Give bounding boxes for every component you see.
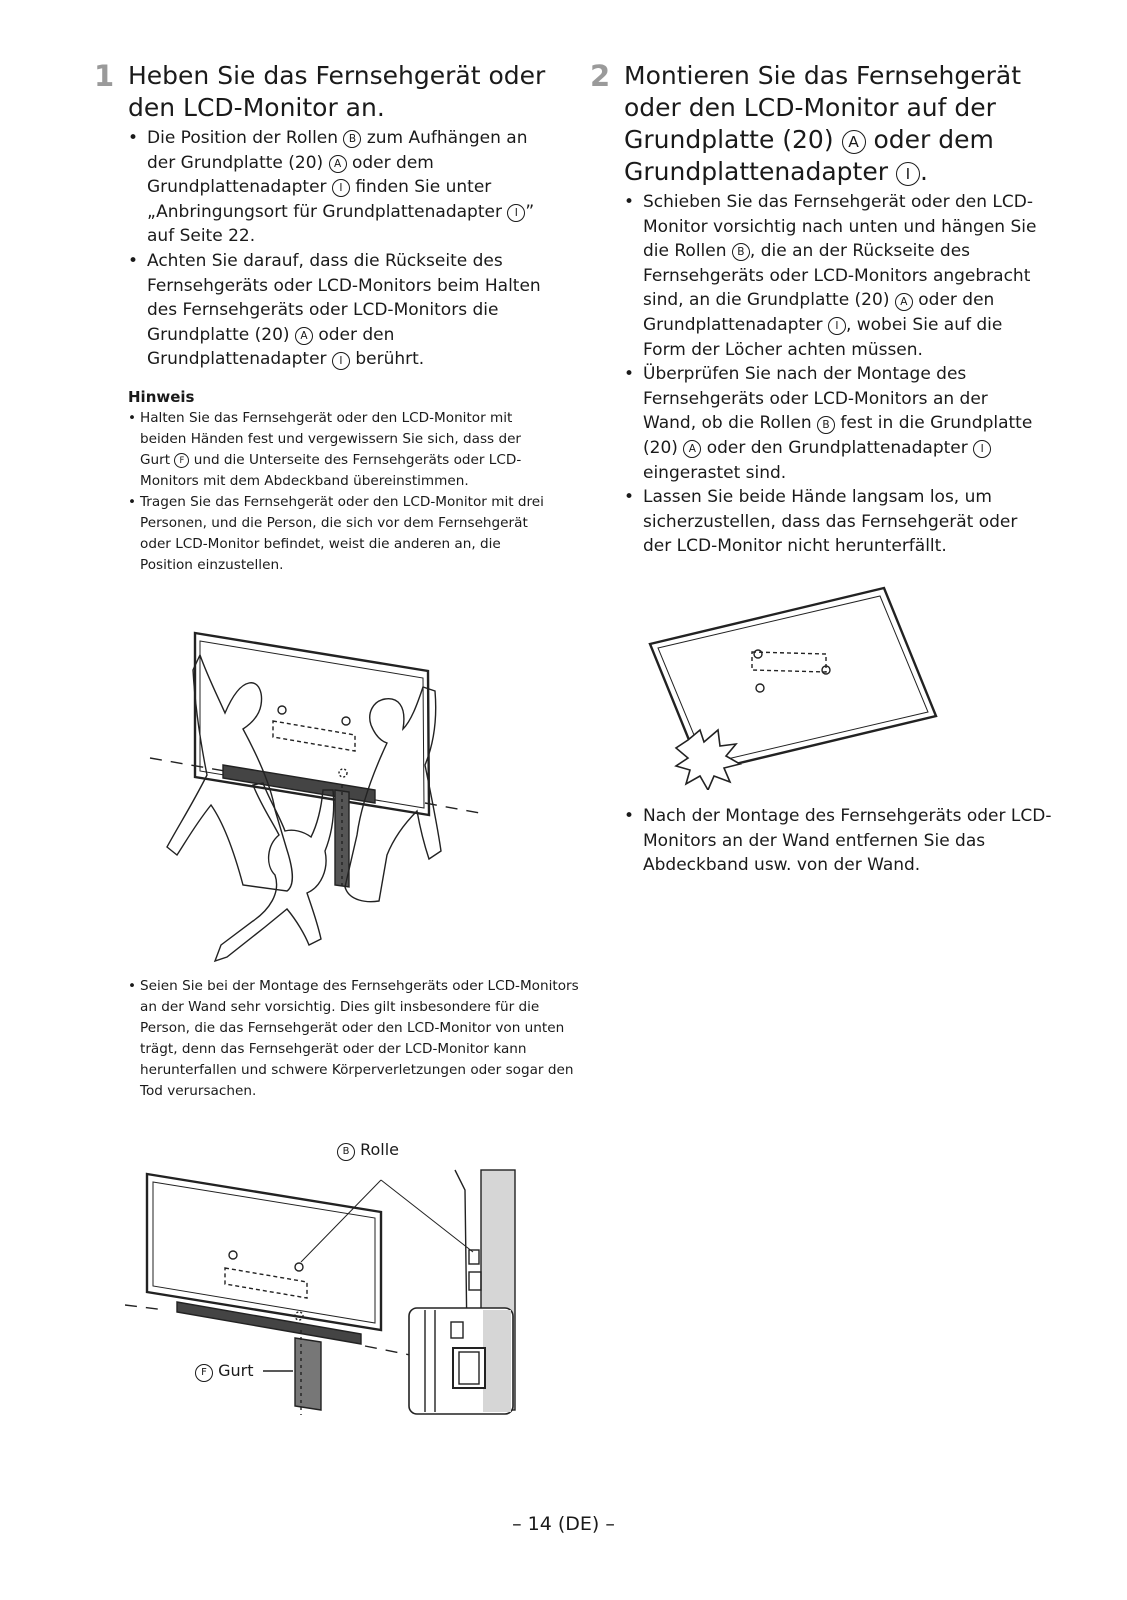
text-run: fest in die Grundplatte (20): [643, 413, 1033, 458]
marker-i: I: [332, 352, 350, 370]
step-1-bullet-list: [92, 126, 552, 372]
note-heading: Hinweis: [128, 387, 195, 406]
label-gurt-text: Gurt: [218, 1361, 254, 1380]
text-run: eingerastet sind.: [643, 462, 787, 483]
warning-note-list: [92, 976, 588, 1102]
roller-icon: [754, 650, 762, 658]
note-list: [92, 408, 552, 576]
impact-burst-icon: [676, 730, 740, 790]
label-rolle-text: Rolle: [360, 1140, 400, 1159]
step-1-section: [92, 60, 552, 576]
step-1-header: [92, 60, 552, 124]
cover-tape-band: [223, 765, 375, 803]
step-2-section: [588, 60, 1043, 559]
text-run: oder dem Grundplattenadapter: [147, 152, 434, 198]
roller-icon: [229, 1251, 237, 1259]
note-3: • Seien Sie bei der Montage des Fernsehgeräts oder LCD-Monitors an der Wand sehr vorsichtig. Dies gilt insbesondere für die Person, die das Fernsehgerät oder den LCD-Monitor von unten trägt, denn das Fernsehgerät oder der LCD-Monitor kann herunterfallen und schwere Körperverletzungen oder sogar den Tod verursachen.: [128, 976, 588, 1102]
text-run: finden Sie unter „Anbringungsort für Grundplattenadapter: [147, 177, 508, 222]
marker-b: B: [337, 1143, 355, 1161]
falling-warning-illustration: [640, 580, 950, 790]
page-number: – 14 (DE) –: [512, 1513, 615, 1535]
marker-f: F: [195, 1364, 213, 1382]
text-run: oder dem Grundplattenadapter: [624, 125, 994, 186]
roller-icon: [339, 769, 347, 777]
step-2-bullet-list: [588, 190, 1043, 559]
marker-i: I: [507, 204, 525, 222]
marker-i: I: [896, 162, 920, 186]
marker-a: A: [295, 327, 313, 345]
step-1-number: 1: [94, 59, 115, 93]
roller-icon: [295, 1263, 303, 1271]
tv-inner-frame: [153, 1182, 375, 1323]
step-2-title: [624, 60, 1043, 188]
roller-side: [469, 1250, 479, 1264]
step-2-number: 2: [590, 59, 611, 93]
roller-strap-illustration: [125, 1160, 525, 1420]
text-run: Die Position der Rollen: [147, 128, 344, 148]
text-run: berührt.: [349, 349, 425, 370]
marker-a: A: [329, 155, 347, 173]
marker-a: A: [895, 293, 913, 311]
text-run: und die Unterseite des Fernsehgeräts oder LCD-Monitors mit dem Abdeckband übereinstimmen.: [140, 451, 522, 489]
note-1: [128, 408, 552, 492]
label-rolle: [337, 1140, 399, 1161]
note-2: • Tragen Sie das Fernsehgerät oder den LCD-Monitor mit drei Personen, und die Person, die sich vor dem Fernsehgerät oder LCD-Monitor befindet, weist die anderen an, die Position einzustellen.: [128, 492, 552, 576]
lifting-illustration: [145, 625, 485, 970]
step-1-bullet-2: [128, 249, 552, 372]
text-run: zum Aufhängen an der Grundplatte (20): [147, 128, 528, 173]
step-2-bullet-list-2: [588, 804, 1079, 878]
roller-icon: [342, 717, 350, 725]
step-1-title: Heben Sie das Fernsehgerät oder den LCD-Monitor an.: [128, 61, 546, 122]
adapter-side: [469, 1272, 481, 1290]
step-2-bullet-3: • Lassen Sie beide Hände langsam los, um sicherzustellen, dass das Fernsehgerät oder der LCD-Monitor nicht herunterfällt.: [624, 485, 1043, 559]
rolle-leader-line: [301, 1180, 381, 1262]
text-run: oder den Grundplattenadapter: [147, 324, 395, 370]
roller-icon: [756, 684, 764, 692]
marker-f: F: [174, 453, 189, 468]
text-run: , wobei Sie auf die Form der Löcher achten müssen.: [643, 314, 1003, 360]
marker-a: A: [683, 440, 701, 458]
step-1-bullet-1: [128, 126, 552, 249]
step-2-bullet-1: [624, 190, 1043, 362]
marker-i: I: [973, 440, 991, 458]
marker-i: I: [828, 317, 846, 335]
marker-i: I: [332, 179, 350, 197]
text-run: , die an der Rückseite des Fernsehgeräts oder LCD-Monitors angebracht sind, an die Grundplatte (20): [643, 241, 1031, 311]
step-2-bullet-2: [624, 362, 1043, 485]
wall-line-left: [150, 758, 225, 771]
base-plate-outline: [752, 652, 826, 672]
text-run: Schieben Sie das Fernsehgerät oder den LCD-Monitor vorsichtig nach unten und hängen Sie die Rollen: [643, 192, 1037, 262]
rolle-leader-line: [381, 1180, 473, 1252]
text-run: oder den Grundplattenadapter: [701, 437, 974, 458]
base-plate-outline: [225, 1268, 307, 1298]
text-run: Achten Sie darauf, dass die Rückseite des Fernsehgeräts oder LCD-Monitors beim Halten des Fernsehgeräts oder LCD-Monitors die Grundplatte (20): [147, 250, 541, 345]
wall-line-left: [125, 1305, 165, 1310]
marker-b: B: [343, 130, 361, 148]
marker-b: B: [817, 416, 835, 434]
marker-b: B: [732, 243, 750, 261]
strap: [295, 1338, 321, 1410]
text-run: oder den Grundplattenadapter: [643, 290, 995, 335]
step-2-header: [588, 60, 1043, 188]
base-plate-outline: [273, 721, 355, 751]
text-run: Halten Sie das Fernsehgerät oder den LCD-Monitor mit beiden Händen fest und vergewissern Sie sich, dass der Gurt: [140, 409, 522, 468]
wall-section-zoom: [483, 1310, 511, 1412]
step-2-bullet-4: • Nach der Montage des Fernsehgeräts oder LCD-Monitors an der Wand entfernen Sie das Abdeckband usw. von der Wand.: [624, 804, 1079, 878]
text-run: Montieren Sie das Fernsehgerät oder den LCD-Monitor auf der Grundplatte (20): [624, 61, 1022, 154]
adapter-zoom: [453, 1348, 485, 1388]
text-run: Überprüfen Sie nach der Montage des Fernsehgeräts oder LCD-Monitors an der Wand, ob die Rollen: [643, 364, 988, 434]
strap: [335, 790, 349, 887]
text-run: .: [919, 157, 928, 186]
text-run: ” auf Seite 22.: [147, 201, 535, 247]
marker-a: A: [842, 130, 866, 154]
roller-icon: [278, 706, 286, 714]
wall-line-right: [365, 1346, 415, 1356]
